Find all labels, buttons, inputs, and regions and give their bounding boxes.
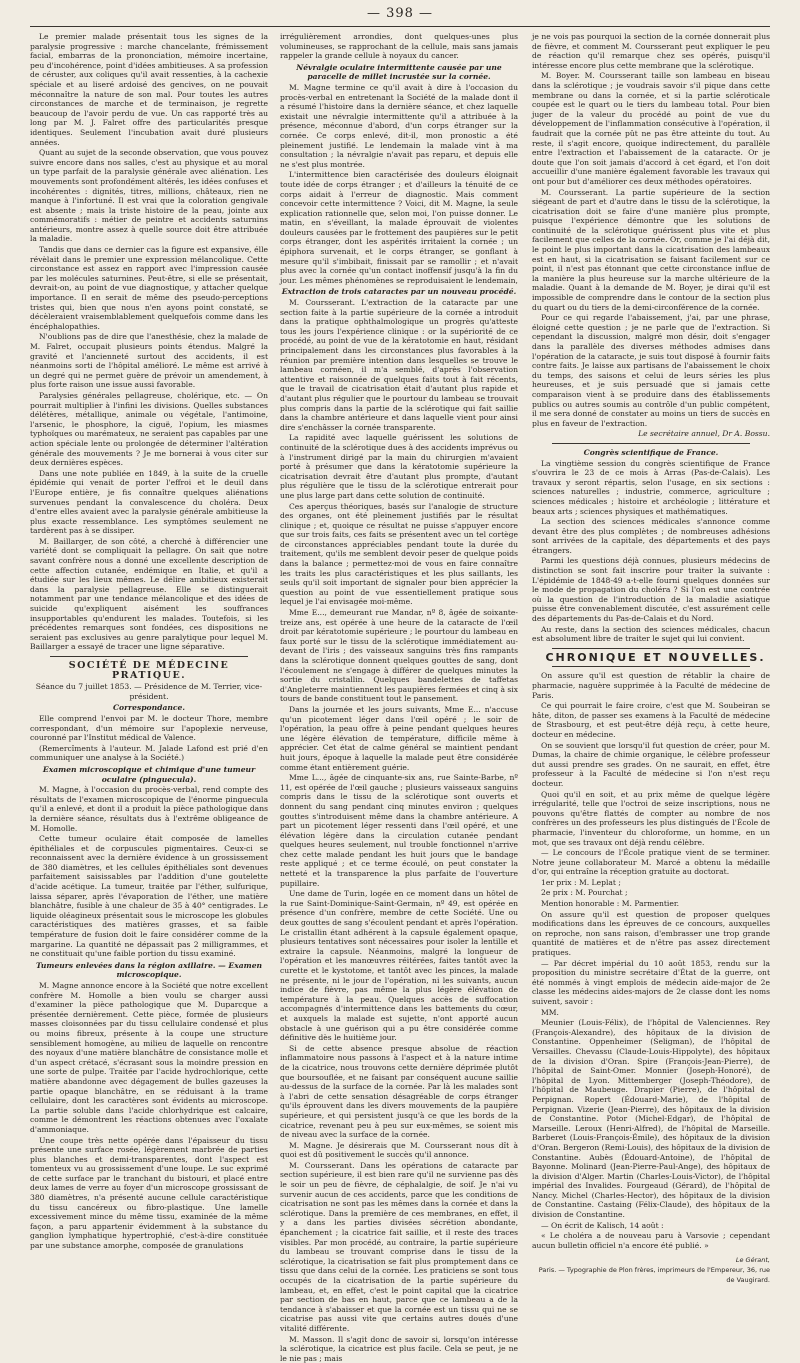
paragraph: Quoi qu'il en soit, et au prix même de quelque légère irrégularité, telle que l'octroi de seize inscriptions, nous ne pouvons qu'être flattés de compter au nombre de nos confrères un des professeurs les plus distingués de l'École de pharmacie, l'inventeur du chloroforme, un homme, en un mot, que ses travaux ont déjà rendu célèbre. <box>532 789 770 847</box>
paragraph: — Le concours de l'École pratique vient de se terminer. Notre jeune collaborateur M. Marcé a obtenu la médaille d'or, qui entraîne la réception gratuite au doctorat. <box>532 848 770 877</box>
secretary-signature: Le secrétaire annuel, Dr A. Bossu. <box>638 429 770 439</box>
paragraph: N'oublions pas de dire que l'anesthésie, chez la malade de M. Falret, occupait plusieurs points étendus. Malgré la gravité et l'ancienneté surtout des accidents, il est néanmoins sorti de l'hôpital amélioré. Le même est arrivé à un degré qui ne permet guère de prévoir un amendement, à plus forte raison une issue aussi favorable. <box>30 332 268 390</box>
paragraph: Dans une note publiée en 1849, à la suite de la cruelle épidémie qui venait de porter l'effroi et le deuil dans l'Europe entière, je fis connaître quelques aliénations survenues pendant la convalescence du choléra. Deux d'entre elles avaient avec la paralysie générale ambitieuse la plus exacte ressemblance. Les symptômes seulement ne tardèrent pas à se dissiper. <box>30 468 268 536</box>
paragraph: On se souvient que lorsqu'il fut question de créer, pour M. Dumas, la chaire de chimie organique, le célèbre professeur dut aussi prendre ses grades. On ne saurait, en effet, être professeur à la Faculté de médecine si l'on n'est reçu docteur. <box>532 740 770 788</box>
section-title-chronique: CHRONIQUE ET NOUVELLES. <box>545 650 766 664</box>
paragraph: — On écrit de Kalisch, 14 août : <box>541 1220 664 1230</box>
paragraph: La rapidité avec laquelle guérissent les solutions de continuité de la sclérotique dues à des accidents imprévus ou à l'instrument dirigé par la main du chirurgien m'avaient porté à présumer que dans la kératotomie supérieure la cicatrisation devrait être d'autant plus prompte, d'autant plus régulière que le tissu de la sclérotique entrerait pour une plus large part dans cette solution de continuité. <box>280 433 518 500</box>
paragraph: (Remercîments à l'auteur. M. Jalade Lafond est prié d'en communiquer une analyse à la Société.) <box>30 743 268 763</box>
column-3 <box>532 32 770 1284</box>
section-divider <box>50 656 248 657</box>
paragraph: M. Boyer. M. Coursserant taille son lambeau en biseau dans la sclérotique ; je voudrais savoir s'il pique dans cette membrane ou dans la cornée, et si la partie scléroticale coupée est le quart ou le tiers du lambeau total. Pour bien juger de la valeur du procédé au point de vue du développement de l'inflammation consécutive à l'opération, il faudrait que la cornée pût ne pas être atteinte du tout. Au reste, il s'agit encore, quoique indirectement, du parallèle entre l'extraction et l'abaissement de la cataracte. Or je doute que l'on soit jamais d'accord à cet égard, et l'on doit accueillir d'une manière également favorable les travaux qui ont pour but d'améliorer ces deux méthodes opératoires. <box>532 71 770 186</box>
subheading-examen: Examen microscopique et chimique d'une tumeur oculaire (pinguecula). <box>42 764 256 784</box>
section-divider <box>552 443 750 444</box>
paragraph: irrégulièrement arrondies, dont quelques-unes plus volumineuses, se rapprochant de la cellule, mais sans jamais rappeler la grande cellule à noyaux du cancer. <box>280 32 518 61</box>
paragraph: Une coupe très nette opérée dans l'épaisseur du tissu présente une surface rosée, légèrement marbrée de parties plus blanches et demi-transparentes, dont l'aspect est tomenteux vu au grossissement d'une loupe. Le suc exprimé de cette surface par le tranchant du bistouri, et placé entre deux lames de verre au foyer d'un microscope grossissant de 380 diamètres, n'a présenté aucune cellule caractéristique du tissu cancéreux ou fibro-plastique. Une lamelle excessivement mince du même tissu, examinée de la même façon, a paru appartenir évidemment à la substance du ganglion lymphatique hypertrophié, c'est-à-dire constituée par une substance amorphe, composée de granulations <box>30 1135 268 1251</box>
paragraph: M. Magne annonce encore à la Société que notre excellent confrère M. Homolle a bien voulu se charger aussi d'examiner la pièce pathologique que M. Duparcque a présentée dernièrement. Cette pièce, formée de plusieurs masses cloisonnées par du tissu cellulaire condensé et plus ou moins fibreux, présente à la coupe une structure sensiblement homogène, au milieu de laquelle on rencontre des noyaux d'une matière blanchâtre de consistance molle et d'un aspect crétacé, s'écrasant sous la moindre pression en une sorte de pulpe. Traitée par l'acide hydrochlorique, cette matière abandonne avec dégagement de bulles gazeuses la partie opaque blanchâtre, en se réduisant à la trame cellulaire, dont les caractères sont évidents au microscope. La partie soluble dans l'acide chlorhydrique est calcaire, comme le démontrent les réactions obtenues avec l'oxalate d'ammoniaque. <box>30 981 268 1134</box>
subheading-tumeurs: Tumeurs enlevées dans la région axillaire. — Examen microscopique. <box>35 960 263 980</box>
paragraph: M. Magne termine ce qu'il avait à dire à l'occasion du procès-verbal en entretenant la Société de la malade dont il a résumé l'histoire dans la dernière séance, et chez laquelle existait une névralgie intermittente qu'il a attribuée à la présence, méconnue d'abord, d'un corps étranger sur la cornée. Ce corps enlevé, dit-il, mon pronostic a été pleinement justifié. Le lendemain la malade vint à ma consultation ; la névralgie n'avait pas reparu, et depuis elle ne s'est plus montrée. <box>280 82 518 169</box>
imprint <box>532 1256 770 1285</box>
mm-label: MM. <box>541 1007 559 1017</box>
paragraph: Au reste, dans la section des sciences médicales, chacun est absolument libre de traiter le sujet qui lui convient. <box>532 624 770 644</box>
paragraph: Ces aperçus théoriques, basés sur l'analogie de structure des organes, ont été pleinement justifiés par le résultat clinique ; et, quoique ce résultat ne puisse s'appuyer encore que sur trois faits, ces faits se présentent avec un tel cortège de circonstances appréciables pendant toute la durée du traitement, qu'ils me semblent devoir peser de quelque poids dans la balance ; permettez-moi de vous en faire connaître les traits les plus caractéristiques et les plus saillants, les seuls qu'il soit important de signaler pour bien apprécier la question au point de vue essentiellement pratique sous lequel je l'ai envisagée moi-même. <box>280 501 518 607</box>
paragraph: On assure qu'il est question de proposer quelques modifications dans les épreuves de ce concours, auxquelles on reproche, non sans raison, d'embrasser une trop grande quantité de matières et de n'être pas assez directement pratiques. <box>532 909 770 958</box>
paragraph: M. Coursserant. L'extraction de la cataracte par une section faite à la partie supérieure de la cornée a introduit dans la pratique ophthalmologique un progrès qu'atteste tous les jours l'expérience clinique : or la supériorité de ce procédé, au point de vue de la kératotomie en haut, résidant principalement dans les circonstances plus favorables à la réunion par première intention dans lesquelles se trouve le lambeau cornéen, il m'a semblé, d'après l'observation attentive et raisonnée de quelques faits tout à fait récents, que le travail de cicatrisation était d'autant plus rapide et d'autant plus régulier que le pourtour du lambeau se trouvait plus compris dans la partie de la sclérotique qui fait saillie dans la chambre antérieure et dans laquelle vient pour ainsi dire s'enchâsser la cornée transparente. <box>280 298 518 432</box>
paragraph: je ne vois pas pourquoi la section de la cornée donnerait plus de fièvre, et comment M. Coursserant peut expliquer le peu de réaction qu'il remarque chez ses opérés, puisqu'il intéresse encore plus cette membrane que la sclérotique. <box>532 32 770 70</box>
seance-line: Séance du 7 juillet 1853. — Présidence de M. Terrier, vice-président. <box>35 682 263 701</box>
column-1 <box>30 32 268 1251</box>
paragraph: On assure qu'il est question de rétablir la chaire de pharmacie, naguère supprimée à la Faculté de médecine de Paris. <box>532 671 770 700</box>
paragraph: Une dame de Turin, logée en ce moment dans un hôtel de la rue Saint-Dominique-Saint-Germain, nº 49, est opérée en présence d'un confrère, membre de cette Société. Une ou deux gouttes de sang s'écoulent pendant et après l'opération. Le cristallin étant adhérent à la capsule également opaque, plusieurs tentatives sont nécessaires pour isoler la lentille et extraire la capsule. Néanmoins, malgré la longueur de l'opération et les manœuvres réitérées, faites tantôt avec la curette et le kystotome, et tantôt avec les pinces, la malade ne présente, ni le jour de l'opération, ni les suivants, aucun indice de fièvre, pas même la plus légère élévation de température à la peau. Quelques accès de suffocation accompagnés d'intermittence dans les battements du cœur, et auxquels la malade est sujette, n'ont apporté aucun obstacle à une guérison qui a pu être considérée comme définitive dès le huitième jour. <box>280 889 518 1043</box>
paragraph: M. Magne, à l'occasion du procès-verbal, rend compte des résultats de l'examen microscopique de l'énorme pinguecula qu'il a enlevé, et dont il a produit la pièce pathologique dans la dernière séance, résultats dus à l'extrême obligeance de M. Homolle. <box>30 785 268 833</box>
subheading-extraction: Extraction de trois cataractes par un nouveau procédé. <box>281 287 517 297</box>
paragraph: Ce qui pourrait le faire croire, c'est que M. Soubeiran se hâte, diton, de passer ses examens à la Faculté de médecine de Strasbourg, et est peut-être déjà reçu, à cette heure, docteur en médecine. <box>532 701 770 739</box>
paragraph: La section des sciences médicales s'annonce comme devant être des plus complètes ; de nombreuses adhésions sont arrivées de la capitale, des départements et des pays étrangers. <box>532 517 770 555</box>
section-divider <box>552 648 750 649</box>
subheading-correspondance: Correspondance. <box>113 703 185 713</box>
section-divider <box>552 666 750 667</box>
paragraph: M. Masson. Il s'agit donc de savoir si, lorsqu'on intéresse la sclérotique, la cicatrice est plus facile. Cela se peut, je ne le nie pas ; mais <box>280 1334 518 1363</box>
column-2 <box>280 32 518 1363</box>
paragraph: Parmi les questions déjà connues, plusieurs médecins de distinction se sont fait inscrire pour traiter la suivante : L'épidémie de 1848-49 a-t-elle fourni quelques données sur le mode de propagation du choléra ? Si l'on est une contrée où la question de l'introduction de la maladie asiatique puisse être convenablement discutée, c'est assurément celle des départements du Pas-de-Calais et du Nord. <box>532 556 770 624</box>
paragraph: Pour ce qui regarde l'abaissement, j'ai, par une phrase, éloigné cette question ; je ne parle que de l'extraction. Si cependant la discussion, malgré mon désir, doit s'engager dans la parallèle des diverses méthodes admises dans l'opération de la cataracte, je suis tout disposé à fournir faits contre faits. Je laisse aux partisans de l'abaissement le choix du temps, des saisons et celui de leurs séries les plus heureuses, et je suis persuadé que si jamais cette comparaison vient à se produire dans des établissements publics ou autres soumis au contrôle d'un public compétent, il me sera donné de constater au moins un tiers de succès en plus en faveur de l'extraction. <box>532 313 770 428</box>
paragraph: Quant au sujet de la seconde observation, que vous pouvez suivre encore dans nos salles, c'est au physique et au moral un type parfait de la paralysie générale avec aliénation. Les mouvements sont profondément altérés, les idées confuses et incohérentes : dignités, titres, millions, châteaux, rien ne manque à l'infortuné. Il est vrai que la coloration gengivale est absente ; mais la triste histoire de la peau, jointe aux commémoratifs : métier de peintre et accidents saturnins antérieurs, montre assez à quelle source doit être attribuée la maladie. <box>30 148 268 244</box>
page-number: — 398 — <box>366 6 434 21</box>
paragraph: — Par décret impérial du 10 août 1853, rendu sur la proposition du ministre secrétaire d'État de la guerre, ont été nommés à vingt emplois de médecin aide-major de 2e classe les médecins aides-majors de 2e classe dont les noms suivent, savoir : <box>532 958 770 1006</box>
paragraph: M. Magne. Je désirerais que M. Coursserant nous dît à quoi est dû positivement le succès qu'il annonce. <box>280 1140 518 1160</box>
prize-line: 2e prix : M. Pourchat ; <box>541 888 628 898</box>
header-rule <box>30 26 770 27</box>
paragraph: L'intermittence bien caractérisée des douleurs éloignait toute idée de corps étranger ; et d'ailleurs la ténuité de ce corps aidait à l'erreur de diagnostic. Mais comment concevoir cette intermittence ? Voici, dit M. Magne, la seule explication rationnelle que, selon moi, l'on puisse donner. Le matin, en s'éveillant, la malade éprouvait de violentes douleurs causées par le frottement des paupières sur le petit corps étranger, dont les aspérités irritaient la cornée ; un épiphora survenait, et le corps étranger, se gonflant à mesure qu'il s'imbibait, finissait par se ramollir ; et n'avait plus avec la cornée qu'un contact inoffensif jusqu'à la fin du jour. Les mêmes phénomènes se reproduisaient le lendemain, <box>280 170 518 285</box>
paragraph: M. Coursserant. La partie supérieure de la section siégeant de part et d'autre dans le tissu de la sclérotique, la cicatrisation doit se faire d'une manière plus prompte, puisque l'expérience démontre que les solutions de continuité de la sclérotique guérissent plus vite et plus facilement que celles de la cornée. Or, comme je l'ai déjà dit, le point le plus important dans la cicatrisation des lambeaux est en haut, si la cicatrisation se faisant facilement sur ce point, il n'est pas étonnant que cette circonstance influe de la manière la plus heureuse sur la marche ultérieure de la maladie. Quant à la demande de M. Boyer, je dirai qu'il est impossible de comprendre dans le contour de la section plus du quart ou du tiers de la demi-circonférence de la cornée. <box>532 187 770 312</box>
paragraph: Elle comprend l'envoi par M. le docteur Thore, membre correspondant, d'un mémoire sur l'apoplexie nerveuse, couronné par l'Institut médical de Valence. <box>30 713 268 743</box>
prize-line: Mention honorable : M. Parmentier. <box>541 899 680 909</box>
gerant-label: Le Gérant, <box>735 1256 770 1265</box>
paragraph: Le premier malade présentait tous les signes de la paralysie progressive : marche chancelante, frémissement facial, embarras de la prononciation, mémoire incertaine, peu d'incohérence, point d'idées ambitieuses. A sa profession de céruster, aux coliques qu'il avait ressenties, à la cachexie spéciale et au liseré ardoisé des gencives, on ne pouvait méconnaître la nature de son mal. Pour toutes les autres circonstances de marche et de terminaison, je regrette beaucoup de l'avoir perdu de vue. Un cas rapporté très au long par M. J. Falret offre des particularités presque identiques. Seulement l'incubation avait duré plusieurs années. <box>30 32 268 147</box>
section-title-societe: SOCIÉTÉ DE MÉDECINE PRATIQUE. <box>68 660 230 681</box>
paragraph: M. Coursserant. Dans les opérations de cataracte par section supérieure, il est bien rare qu'il ne survienne pas dès le soir un peu de fièvre, de céphalalgie, de soif. Je n'ai vu survenir aucun de ces accidents, parce que les conditions de cicatrisation ne sont pas les mêmes dans la cornée et dans la sclérotique. Dans la première de ces membranes, en effet, il y a dans les parties divisées sécrétion abondante, épanchement ; la cicatrice fait saillie, et il reste des traces visibles. Par mon procédé, au contraire, la partie supérieure du lambeau se trouvant comprise dans le tissu de la sclérotique, la cicatrisation se fait plus promptement dans ce tissu que dans celui de la cornée. Les praticiens se sont tous occupés de la cicatrisation de la partie supérieure du lambeau, et, en effet, c'est le point capital que la cicatrice par section de bas en haut, parce que ce lambeau a de la tendance à s'abaisser et que la cornée est un tissu qui ne se cicatrise pas aussi vite que certains autres doués d'une vitalité différente. <box>280 1160 518 1333</box>
prize-line: 1er prix : M. Leplat ; <box>541 877 621 887</box>
paragraph: Cette tumeur oculaire était composée de lamelles épithéliales et de corpuscules pigmentaires. Ceux-ci se reconnaissent avec la dernière évidence à un grossissement de 380 diamètres, et les cellules épithéliales sont devenues parfaitement saisissables par l'addition d'une goutelette d'acide acétique. La tumeur, traitée par l'éther, sulfurique, laissa séparer, après l'évaporation de l'éther, une matière blanchâtre, fusible à une chaleur de 35 à 40° centigrades. Le liquide oléagineux présentait sous le microscope les globules caractéristiques des matières grasses, et sa faible température de fusion doit le faire considérer comme de la margarine. La quantité ne dépassait pas 2 milligrammes, et ne constituait qu'une faible portion du tissu examiné. <box>30 834 268 959</box>
subheading-nevralgie: Névralgie oculaire intermittente causée par une paracelle de millet incrustée sur la cornée. <box>296 62 502 82</box>
paragraph: M. Baillarger, de son côté, a cherché à différencier une variété dont se compliquait la pellagre. On sait que notre savant confrère nous a donné une excellente description de cette affection cutanée, endémique en Italie, et qu'il a étudiée sur les lieux mêmes. Le délire ambitieux existerait dans la paralysie pellagreuse. Elle se distinguerait notamment par une tendance mélancolique et des idées de suicide qu'expliquent aisément les souffrances insupportables qu'endurent les malades. Toutefois, si les précédentes remarques sont fondées, ces dispositions ne seraient pas exclusives au genre paralytique pour lequel M. Baillarger a essayé de tracer une ligne séparative. <box>30 536 268 652</box>
paragraph: Mme L..., âgée de cinquante-six ans, rue Sainte-Barbe, nº 11, est opérée de l'œil gauche ; plusieurs vaisseaux sanguins compris dans le tissu de la sclérotique sont ouverts et donnent du sang pendant cinq minutes environ ; quelques gouttes s'introduisent même dans la chambre antérieure. A part un picotement léger ressenti dans l'œil opéré, et une élévation légère dans la circulation cutanée pendant quelques heures seulement, nul trouble fonctionnel n'arrive chez cette malade pendant les huit jours que le bandage reste appliqué ; et ce terme écoulé, on peut constater la netteté et la transparence la plus parfaite de l'ouverture pupillaire. <box>280 773 518 888</box>
paragraph: La vingtième session du congrès scientifique de France s'ouvrira le 23 de ce mois à Arras (Pas-de-Calais). Les travaux y seront répartis, selon l'usage, en six sections : sciences naturelles ; industrie, commerce, agriculture ; sciences médicales ; histoire et archéologie ; littérature et beaux arts ; sciences physiques et mathématiques. <box>532 458 770 516</box>
paragraph: Tandis que dans ce dernier cas la figure est expansive, élle révèlait dans le premier une expression mélancolique. Cette circonstance est assez en rapport avec l'impression causée par les molécules saturnines. Peut-être, si elle se présentait, devrait-on, au point de vue diagnostique, y attacher quelque importance. Il en serait de même des pseudo-perceptions tristes qui, bien que nous n'en ayons point constaté, se décèleraient vraisemblablement quelquefois comme dans les éncéphalopathies. <box>30 245 268 331</box>
paragraph: Dans la journée et les jours suivants, Mme E... n'accuse qu'un picotement léger dans l'œil opéré ; le soir de l'opération, la peau offre à peine pendant quelques heures une légère élévation de température, difficile même à apprécier. Cet état de calme général se maintient pendant huit jours, époque à laquelle la malade peut être considérée comme étant entièrement guérie. <box>280 704 518 772</box>
names-list: Meunier (Louis-Félix), de l'hôpital de Valenciennes. Rey (François-Alexandre), des hôpitaux de la division de Constantine. Oppenheimer (Seligman), de l'hôpital de Versailles. Chevassu (Claude-Louis-Hippolyte), des hôpitaux de la division d'Oran. Spire (François-Jean-Pierre), de l'hôpital de Saint-Omer. Monnier (Joseph-Honoré), de l'hôpital de Lyon. Mittemberger (Joseph-Théodore), de l'hôpital de Maubeuge. Drapier (Pierre), de l'hôpital de Perpignan. Ropert (Édouard-Marie), de l'hôpital de Perpignan. Vizerie (Jean-Pierre), des hôpitaux de la division de Constantine. Potor (Michel-Edgar), de l'hôpital de Marseille. Leroux (Henri-Alfred), de l'hôpital de Marseille. Barberet (Louis-François-Émile), des hôpitaux de la division d'Oran. Bergeron (Remi-Louis), des hôpitaux de la division de Constantine. Aubès (Édouard-Antoine), de l'hôpital de Bayonne. Molinard (Jean-Pierre-Paul-Ange), des hôpitaux de la division d'Alger. Martin (Charles-Louis-Victor), de l'hôpital impérial des Invalides. Fourgeaud (Gérard), de l'hôpital de Nancy. Michel (Charles-Hector), des hôpitaux de la division de Constantine. Castaing (Félix-Claude), des hôpitaux de la division de Constantine. <box>532 1018 770 1220</box>
paragraph: Mme E..., demeurant rue Mandar, nº 8, âgée de soixante-treize ans, est opérée à une heure de la cataracte de l'œil droit par kératotomie supérieure ; le pourtour du lambeau en faux porté sur le tissu de la sclérotique immédiatement au-devant de l'iris ; des vaisseaux sanguins très fins rampants dans la sclérotique donnent quelques gouttes de sang, dont l'écoulement ne s'engage à différer de quelques minutes la sortie du cristallin. Quelques bandelettes de taffetas d'Angleterre maintiennent les paupières fermées et cinq à six tours de bande constituent tout le pansement. <box>280 608 518 704</box>
paragraph: Si de cette absence presque absolue de réaction inflammatoire nous passons à l'aspect et à la nature intime de la cicatrice, nous trouvons cette dernière déprimée plutôt que boursouflée, et ne faisant par conséquent aucune saillie au-dessus de la surface de la cornée. Par là les malades sont à l'abri de cette sensation désagréable de corps étranger qu'ils éprouvent dans les divers mouvements de la paupière supérieure, et qui persistent jusqu'à ce que les bords de la cicatrice, revenant peu à peu sur eux-mêmes, se soient mis de niveau avec la surface de la cornée. <box>280 1043 518 1140</box>
imprint-line: Paris. — Typographie de Plon frères, imprimeurs de l'Empereur, 36, rue de Vaugirard. <box>538 1266 770 1284</box>
paragraph: Paralysies générales pellagreuse, cholérique, etc. — On pourrait multiplier à l'infini les divisions. Quelles substances délétères, métallique, animale ou végétale, l'antimoine, l'arsenic, le phosphore, la ciguë, l'opium, les miasmes typhoïques ou marémateux, ne seraient pas capables par une action spéciale lente ou prolongée de déterminer l'altération générale des mouvements ? Je me bornerai à vous citer sur deux dernières espèces. <box>30 390 268 468</box>
subheading-congres: Congrès scientifique de France. <box>583 447 719 457</box>
paragraph: « Le choléra a de nouveau paru à Varsovie ; cependant aucun bulletin officiel n'a encore été publié. » <box>532 1231 770 1250</box>
